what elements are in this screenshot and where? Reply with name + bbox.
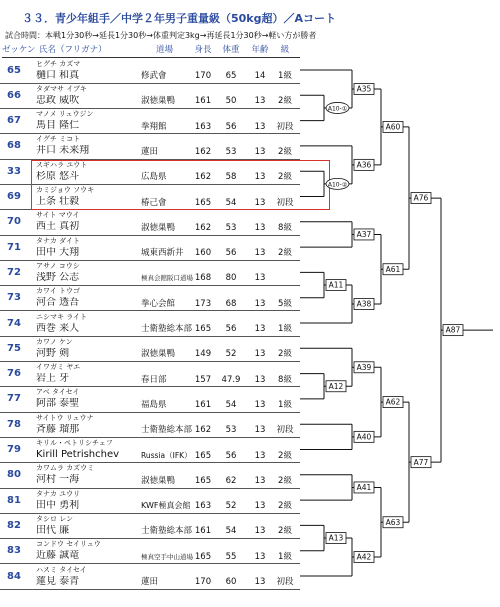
entry-zekken: 84	[7, 570, 21, 582]
entry-dojo: 城東西新井	[141, 248, 184, 259]
entry-zekken: 75	[7, 342, 21, 354]
entry-kana: タシロ レン	[36, 514, 74, 523]
entry-rank: 8級	[278, 374, 292, 385]
entry-name: 馬目 隆仁	[36, 120, 80, 132]
match-label	[383, 517, 403, 528]
entry-age: 13	[254, 324, 266, 334]
entry-name: 浅野 公志	[36, 271, 80, 283]
entry-height: 165	[194, 551, 212, 562]
match-label-text: A35	[356, 84, 372, 94]
entry-age: 13	[254, 96, 266, 107]
entry-zekken: 77	[7, 393, 21, 405]
match-label	[354, 299, 374, 310]
entry-rank: 2級	[278, 96, 292, 107]
entry-weight: 60	[225, 577, 237, 587]
entry-name: 樋口 和真	[36, 69, 80, 81]
entry-age: 13	[254, 425, 266, 436]
entry-zekken: 67	[7, 115, 21, 127]
match-label-text: A13	[328, 533, 344, 543]
entry-height: 165	[194, 475, 212, 486]
entry-dojo: 広島県	[141, 172, 167, 183]
entry-dojo: 士衛塾総本部	[141, 526, 193, 537]
entry-height: 165	[194, 324, 212, 334]
entry-zekken: 68	[7, 140, 21, 152]
entry-name: 河村 一海	[36, 474, 80, 486]
header-height: 身長	[194, 45, 212, 55]
match-label-text: A38	[356, 299, 372, 309]
header-weight: 体重	[222, 45, 240, 55]
entry-age: 13	[254, 399, 266, 410]
entry-weight: 53	[225, 146, 237, 157]
entry-rank: 2級	[278, 501, 292, 512]
entry-height: 165	[194, 197, 212, 208]
entry-height: 157	[194, 374, 212, 385]
entry-height: 162	[194, 222, 212, 233]
entry-height: 162	[194, 172, 212, 183]
entry-kana: カワイ トウゴ	[36, 287, 81, 296]
entry-kana: タナカ ユウリ	[36, 489, 81, 498]
entry-zekken: 70	[7, 216, 21, 228]
entry-dojo: 極真空手中山道場	[141, 552, 193, 561]
entry-zekken: 33	[7, 165, 21, 177]
entry-dojo: KWF極真会館	[141, 501, 191, 511]
entry-rank: 8級	[278, 222, 292, 233]
entry-dojo: 淑徳巣鴨	[141, 96, 176, 107]
entry-weight: 54	[225, 526, 237, 537]
entry-kana: スギハラ ユウト	[36, 160, 88, 169]
entry-rank: 5級	[278, 298, 292, 309]
entry-zekken: 80	[7, 469, 21, 481]
entry-kana: イワガミ ヤエ	[36, 363, 81, 372]
entry-kana: マノメ リュウジン	[36, 110, 94, 119]
match-label-text: A12	[328, 381, 344, 391]
entry-age: 13	[254, 475, 266, 486]
entry-dojo: 椿己會	[141, 197, 167, 208]
match-label	[354, 362, 374, 373]
entry-kana: ニシマキ ライト	[36, 312, 88, 321]
entry-age: 13	[254, 121, 266, 132]
entry-weight: 68	[225, 298, 237, 309]
entry-kana: カワムラ カズウミ	[36, 464, 95, 473]
entry-height: 173	[194, 298, 212, 309]
match-label-text: A10-①	[327, 105, 348, 113]
entry-name: 蓮見 泰青	[36, 575, 80, 587]
entry-name: 斉藤 瑠那	[36, 423, 80, 435]
entry-weight: 56	[225, 450, 237, 461]
entry-dojo: 淑徳巣鴨	[141, 349, 176, 360]
entry-rank: 2級	[278, 248, 292, 259]
entry-zekken: 65	[7, 64, 21, 76]
entry-name: 杉原 悠斗	[36, 170, 80, 182]
entry-rank: 1級	[278, 71, 292, 81]
match-label-text: A77	[413, 457, 429, 467]
entry-age: 13	[254, 349, 266, 360]
match-label-text: A11	[328, 280, 344, 290]
entry-kana: アベ タイセイ	[36, 388, 80, 397]
entry-name: 田代 廉	[36, 524, 70, 536]
entry-dojo: 極真会館阪口道場	[141, 274, 193, 283]
entry-weight: 56	[225, 121, 237, 132]
match-label	[411, 193, 431, 204]
entry-dojo: 淑徳巣鴨	[141, 222, 176, 233]
match-label	[443, 325, 463, 336]
match-label	[354, 229, 374, 240]
entry-age: 13	[254, 374, 266, 385]
entry-weight: 55	[225, 551, 237, 562]
entry-kana: カワノ ケン	[36, 337, 73, 346]
entry-rank: 初段	[276, 121, 294, 132]
match-label	[354, 159, 374, 170]
entry-age: 13	[254, 526, 266, 537]
entry-kana: カミジョウ ソウキ	[36, 186, 95, 194]
match-label-text: A61	[385, 264, 401, 274]
entry-rank: 2級	[278, 146, 292, 157]
entry-dojo: 蓮田	[141, 146, 159, 157]
match-label	[326, 280, 346, 291]
entry-height: 170	[194, 577, 212, 587]
match-label	[326, 178, 349, 189]
entry-dojo: 拳翔館	[141, 121, 167, 132]
entry-weight: 52	[225, 501, 237, 512]
entry-kana: キリル・ペトリシチェフ	[36, 439, 113, 447]
entry-zekken: 66	[7, 89, 21, 101]
match-label-text: A87	[445, 325, 461, 335]
entry-age: 13	[254, 222, 266, 233]
entry-kana: サイトウ リュウナ	[36, 413, 94, 422]
entry-weight: 50	[225, 96, 237, 107]
entry-rank: 初段	[276, 197, 294, 208]
entry-age: 13	[254, 248, 266, 259]
entry-height: 162	[194, 425, 212, 436]
entry-rank: 2級	[278, 450, 292, 461]
match-label	[354, 552, 374, 563]
entry-dojo: 淑徳巣鴨	[141, 475, 176, 486]
entry-name: Kirill Petrishchev	[36, 449, 120, 460]
entry-height: 162	[194, 146, 212, 157]
entry-weight: 65	[225, 71, 237, 81]
entry-age: 13	[254, 450, 266, 461]
match-label	[326, 381, 346, 392]
entry-zekken: 74	[7, 317, 21, 329]
match-label	[354, 431, 374, 442]
entry-height: 165	[194, 450, 212, 461]
entry-age: 13	[254, 501, 266, 512]
header-rank: 級	[280, 45, 290, 55]
match-label-text: A40	[356, 432, 372, 442]
entry-kana: イグチ ミコト	[36, 135, 81, 144]
entry-age: 13	[254, 146, 266, 157]
entry-age: 14	[254, 71, 266, 81]
entry-zekken: 72	[7, 266, 21, 278]
entry-weight: 53	[225, 222, 237, 233]
bracket-lines	[300, 70, 493, 576]
entry-height: 161	[194, 526, 212, 537]
entry-name: 田中 勇利	[36, 499, 80, 511]
match-label	[326, 533, 346, 544]
entry-name: 岩上 牙	[36, 373, 70, 385]
entry-age: 13	[254, 197, 266, 208]
entry-height: 168	[194, 273, 212, 284]
entry-rank: 2級	[278, 349, 292, 360]
entry-kana: タダマサ イブキ	[36, 84, 87, 93]
entry-rank: 1級	[278, 399, 292, 410]
entry-rank: 初段	[276, 577, 294, 587]
entry-kana: ヒグチ カズマ	[36, 59, 81, 68]
entry-weight: 54	[225, 399, 237, 410]
entry-kana: コンドウ セイリュウ	[36, 540, 101, 549]
entry-name: 上条 壮毅	[36, 196, 80, 207]
entry-rank: 1級	[278, 551, 292, 562]
entry-weight: 58	[225, 172, 237, 183]
entry-rank: 1級	[278, 324, 292, 334]
match-label	[354, 83, 374, 94]
entry-weight: 56	[225, 248, 237, 259]
entry-dojo: 修武會	[141, 71, 167, 81]
entry-height: 161	[194, 96, 212, 107]
entry-kana: ハスミ タイセイ	[36, 565, 87, 574]
entry-zekken: 79	[7, 444, 21, 455]
entry-zekken: 69	[7, 191, 21, 202]
entry-zekken: 78	[7, 418, 21, 430]
match-label-text: A10-②	[327, 181, 348, 189]
entry-height: 170	[194, 71, 212, 81]
entry-zekken: 76	[7, 368, 21, 380]
entry-weight: 53	[225, 425, 237, 436]
match-label	[411, 457, 431, 468]
entry-dojo: 士衛塾総本部	[141, 324, 193, 334]
entry-dojo: 福島県	[141, 399, 167, 410]
entry-weight: 52	[225, 349, 237, 360]
entry-kana: タナカ ダイト	[36, 236, 80, 245]
entry-weight: 56	[225, 324, 237, 334]
header-zekken: ゼッケン	[2, 45, 36, 55]
match-label-text: A42	[356, 552, 372, 562]
entry-name: 井口 未来翔	[36, 145, 90, 157]
entry-name: 西土 真初	[36, 221, 80, 233]
entry-name: 阿部 泰聖	[36, 398, 80, 410]
entry-age: 13	[254, 273, 266, 284]
match-rules: 試合時間：本戦1分30秒→延長1分30秒→体重判定3kg→再延長1分30秒→軽い方が勝者	[5, 31, 317, 40]
entry-age: 13	[254, 298, 266, 309]
match-label	[383, 264, 403, 275]
entry-weight: 80	[225, 273, 237, 284]
match-label-text: A41	[356, 483, 372, 493]
entry-kana: アサノ コウシ	[36, 261, 80, 270]
match-label-text: A62	[385, 397, 401, 407]
header-age: 年齢	[251, 45, 269, 55]
match-label-text: A37	[356, 230, 372, 240]
entry-rank: 2級	[278, 475, 292, 486]
entry-rank: 初段	[276, 425, 294, 436]
entry-height: 149	[194, 349, 212, 360]
entry-zekken: 83	[7, 545, 21, 557]
entry-weight: 47.9	[221, 374, 241, 385]
entry-dojo: 拳心会館	[141, 298, 176, 309]
match-label	[326, 102, 349, 113]
match-label-text: A63	[385, 517, 401, 527]
entry-age: 13	[254, 172, 266, 183]
entry-height: 160	[194, 248, 212, 259]
entry-dojo: 蓮田	[141, 577, 159, 587]
entry-name: 近藤 誠竜	[36, 550, 80, 562]
entry-kana: サイト マウイ	[36, 211, 80, 220]
entry-zekken: 71	[7, 241, 21, 253]
entry-zekken: 73	[7, 292, 21, 304]
entry-dojo: 士衛塾総本部	[141, 425, 193, 436]
entry-dojo: 春日部	[141, 374, 167, 385]
entry-weight: 62	[225, 475, 237, 486]
entry-name: 田中 大翔	[36, 246, 80, 258]
entry-dojo: Russia（IFK）	[141, 450, 192, 460]
header-name: 氏名（フリガナ）	[39, 45, 107, 55]
entry-age: 13	[254, 577, 266, 587]
match-label	[354, 482, 374, 493]
entry-name: 忠政 威吹	[36, 94, 80, 106]
entry-height: 163	[194, 121, 212, 132]
header-dojo: 道場	[156, 45, 174, 55]
page-title: ３３．青少年組手／中学２年男子重量級（50kg超）／Aコート	[22, 12, 337, 25]
match-label-text: A36	[356, 160, 372, 170]
entry-rank: 2級	[278, 172, 292, 183]
entry-height: 163	[194, 501, 212, 512]
match-label-text: A60	[385, 122, 401, 132]
entry-name: 河合 透吾	[36, 297, 80, 309]
entry-weight: 54	[225, 197, 237, 208]
match-label-text: A76	[413, 193, 429, 203]
match-label	[383, 121, 403, 132]
entry-age: 13	[254, 551, 266, 562]
entry-zekken: 82	[7, 519, 21, 531]
entry-rank: 2級	[278, 526, 292, 537]
entry-name: 河野 剣	[36, 347, 70, 359]
entry-name: 西巻 来人	[36, 322, 80, 334]
entry-height: 161	[194, 399, 212, 410]
entry-zekken: 81	[7, 494, 21, 506]
match-label-text: A39	[356, 362, 372, 372]
match-label	[383, 397, 403, 408]
